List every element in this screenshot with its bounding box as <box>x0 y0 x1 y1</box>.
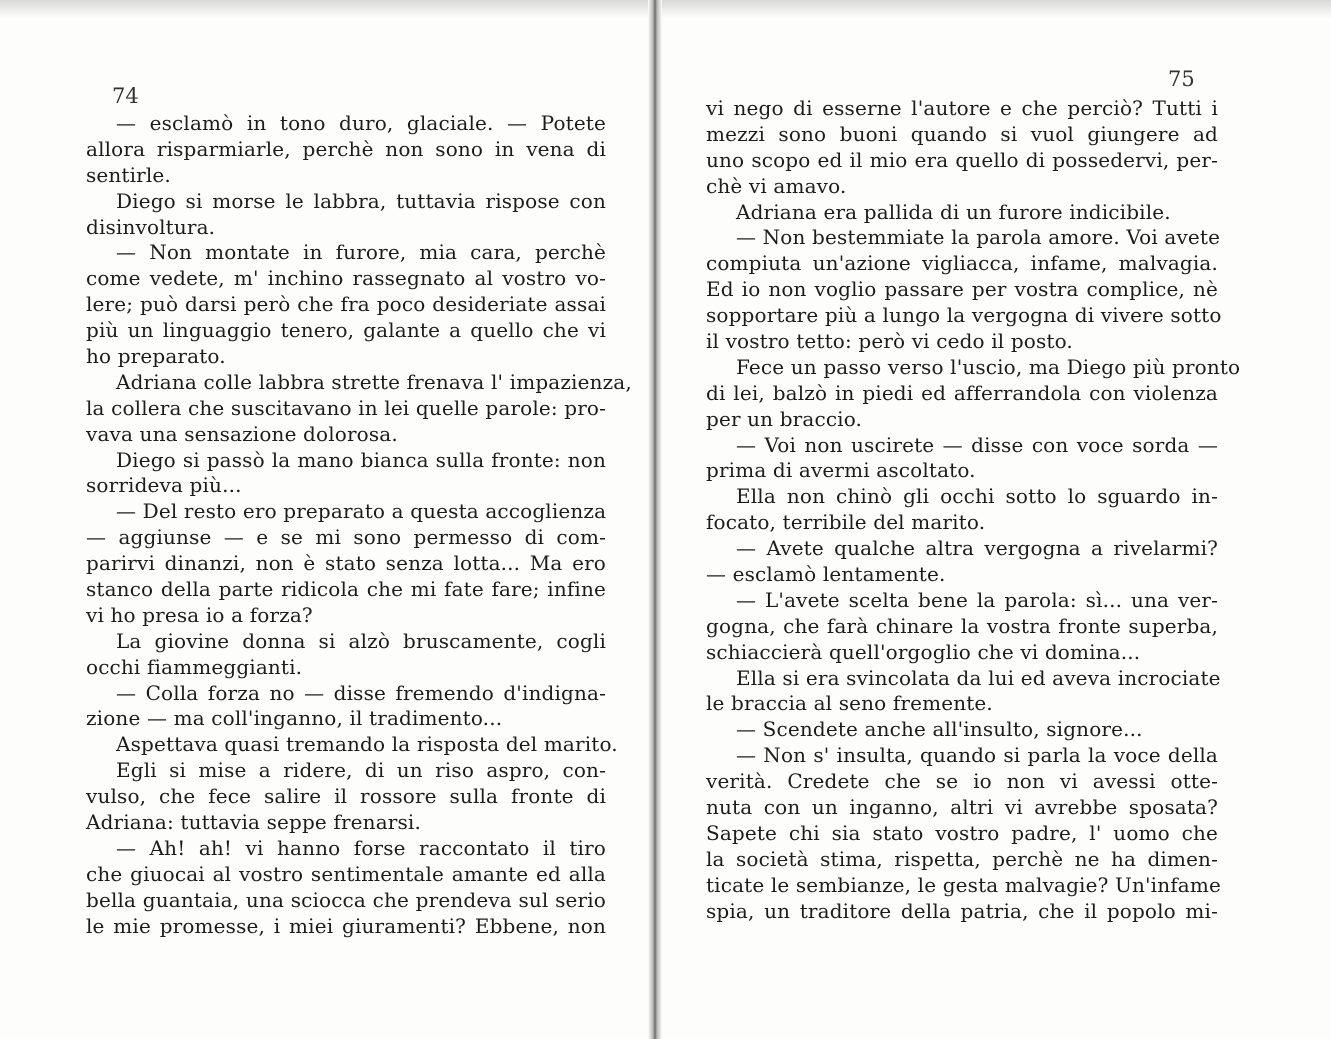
text-line: Ella si era svincolata da lui ed aveva incrociate <box>736 665 1221 690</box>
text-line: di lei, balzò in piedi ed afferrandola con violenza <box>706 380 1218 405</box>
text-line: spia, un traditore della patria, che il popolo mi- <box>706 898 1218 923</box>
text-line: le mie promesse, i miei giuramenti? Ebbene, non <box>86 913 606 938</box>
text-line: — Ah! ah! vi hanno forse raccontato il tiro <box>116 835 606 860</box>
text-line: Diego si morse le labbra, tuttavia rispose con <box>116 188 606 213</box>
text-line: Adriana: tuttavia seppe frenarsi. <box>86 810 421 835</box>
text-line: come vedete, m' inchino rassegnato al vostro vo- <box>86 266 606 291</box>
text-line: — Scendete anche all'insulto, signore... <box>736 717 1143 742</box>
text-line: ho preparato. <box>86 344 226 369</box>
page-number: 75 <box>1168 67 1195 91</box>
text-line: nuta con un inganno, altri vi avrebbe sposata? <box>706 795 1218 820</box>
text-line: — aggiunse — e se mi sono permesso di com- <box>86 525 606 550</box>
text-line: il vostro tetto: però vi cedo il posto. <box>706 329 1073 354</box>
text-line: La giovine donna si alzò bruscamente, cogli <box>116 628 606 653</box>
text-line: sentirle. <box>86 162 171 187</box>
text-line: focato, terribile del marito. <box>706 510 986 535</box>
text-line: vulso, che fece salire il rossore sulla fronte di <box>86 784 606 809</box>
text-line: ticate le sembianze, le gesta malvagie? Un'infame <box>706 872 1221 897</box>
text-line: Ed io non voglio passare per vostra complice, nè <box>706 277 1218 302</box>
text-line: Fece un passo verso l'uscio, ma Diego più pronto <box>736 354 1241 379</box>
text-line: che giuocai al vostro sentimentale amante ed alla <box>86 861 606 886</box>
text-line: verità. Credete che se io non vi avessi otte- <box>706 769 1218 794</box>
text-line: — Non bestemmiate la parola amore. Voi avete <box>736 225 1221 250</box>
left-page <box>0 0 655 1039</box>
text-line: parirvi dinanzi, non è stato senza lotta... Ma ero <box>86 551 606 576</box>
text-line: Egli si mise a ridere, di un riso aspro, con- <box>116 758 606 783</box>
right-page <box>660 0 1331 1039</box>
text-line: mezzi sono buoni quando si vuol giungere ad <box>706 121 1218 146</box>
text-line: — Voi non uscirete — disse con voce sorda — <box>736 432 1218 457</box>
text-line: — Colla forza no — disse fremendo d'indigna- <box>116 680 606 705</box>
text-line: Diego si passò la mano bianca sulla fronte: non <box>116 447 606 472</box>
text-line: disinvoltura. <box>86 214 216 239</box>
text-line: compiuta un'azione vigliacca, infame, malvagia. <box>706 251 1218 276</box>
text-line: — L'avete scelta bene la parola: sì... una ver- <box>736 587 1218 612</box>
text-line: vi ho presa io a forza? <box>86 602 313 627</box>
text-line: occhi fiammeggianti. <box>86 654 303 679</box>
text-line: — Non s' insulta, quando si parla la voce della <box>736 743 1218 768</box>
page-number: 74 <box>112 84 139 108</box>
text-line: uno scopo ed il mio era quello di possedervi, per- <box>706 147 1218 172</box>
text-line: allora risparmiarle, perchè non sono in vena di <box>86 136 606 161</box>
text-line: vava una sensazione dolorosa. <box>86 421 398 446</box>
text-line: Sapete chi sia stato vostro padre, l' uomo che <box>706 820 1218 845</box>
text-line: zione — ma coll'inganno, il tradimento... <box>86 706 503 731</box>
text-line: prima di avermi ascoltato. <box>706 458 976 483</box>
text-line: — esclamò lentamente. <box>706 562 946 587</box>
text-line: — Avete qualche altra vergogna a rivelarmi? <box>736 536 1218 561</box>
text-line: sopportare più a lungo la vergogna di vivere sotto <box>706 303 1222 328</box>
text-line: più un linguaggio tenero, galante a quello che vi <box>86 318 606 343</box>
text-line: Adriana era pallida di un furore indicibile. <box>736 199 1171 224</box>
page-text <box>706 96 1241 925</box>
text-line: sorrideva più... <box>86 473 242 498</box>
text-line: Ella non chinò gli occhi sotto lo sguardo in- <box>736 484 1218 509</box>
page-text <box>86 111 632 940</box>
text-line: la collera che suscitavano in lei quelle parole: pro- <box>86 395 607 420</box>
text-line: stanco della parte ridicola che mi fate fare; infine <box>86 577 606 602</box>
text-line: vi nego di esserne l'autore e che perciò? Tutti i <box>706 96 1218 120</box>
text-line: le braccia al seno fremente. <box>706 691 993 716</box>
text-line: per un braccio. <box>706 406 863 431</box>
text-line: lere; può darsi però che fra poco desideriate assai <box>86 292 606 317</box>
text-line: — Non montate in furore, mia cara, perchè <box>116 240 606 265</box>
text-line: la società stima, rispetta, perchè ne ha dimen- <box>706 846 1218 871</box>
text-line: — esclamò in tono duro, glaciale. — Potete <box>116 111 606 135</box>
text-line: Aspettava quasi tremando la risposta del marito. <box>116 732 618 757</box>
text-line: schiaccierà quell'orgoglio che vi domina... <box>706 639 1141 664</box>
text-line: chè vi amavo. <box>706 173 847 198</box>
text-line: Adriana colle labbra strette frenava l' impazienza, <box>116 369 632 394</box>
text-line: gogna, che farà chinare la vostra fronte superba, <box>706 613 1218 638</box>
text-line: bella guantaia, una sciocca che prendeva sul serio <box>86 887 606 912</box>
text-line: — Del resto ero preparato a questa accoglienza <box>116 499 607 524</box>
